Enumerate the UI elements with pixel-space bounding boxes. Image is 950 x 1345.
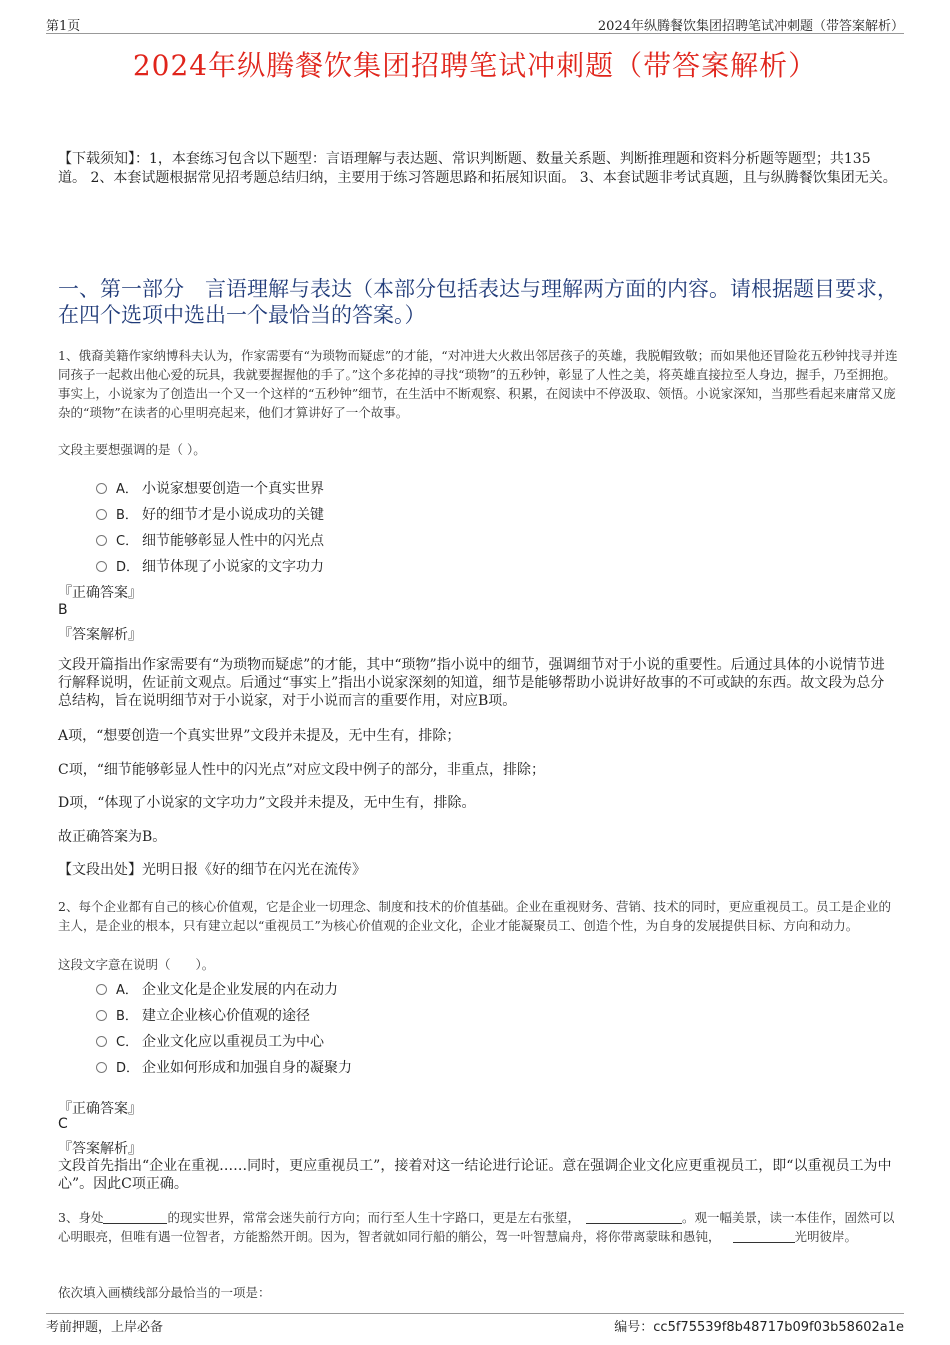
header-doc-title: 2024年纵腾餐饮集团招聘笔试冲刺题（带答案解析）	[597, 19, 904, 34]
download-notice: 【下载须知】：1，本套练习包含以下题型：言语理解与表达题、常识判断题、数量关系题、判断推理题和资料分析题等题型；共135道。 2、本套试题根据常见招考题总结归纳，主要用于练习答题思路和拓展知识面。 3、本套试题非考试真题，且与纵腾餐饮集团无关。	[58, 151, 897, 186]
q2-option-a[interactable]: A． 企业文化是企业发展的内在动力	[96, 979, 338, 999]
page-header	[46, 13, 904, 34]
q2-answer-label: 『正确答案』	[58, 1101, 142, 1117]
q1-source: 【文段出处】光明日报《好的细节在闪光在流传》	[58, 862, 366, 878]
q1-conclusion: 故正确答案为B。	[58, 829, 167, 845]
q3-passage: 3、身处 的现实世界，常常会迷失前行方向；而行至人生十字路口，更是左右张望， 。观一幅美景，读一本佳作，固然可以心明眼亮，但唯有遇一位智者，方能豁然开朗。因为，智者就如同行船的艄公，驾一叶智慧扁舟，将你带离蒙昧和愚钝， 光明彼岸。	[58, 1210, 895, 1244]
q1-analysis: 文段开篇指出作家需要有“为琐物而疑虑”的才能，其中“琐物”指小说中的细节，强调细节对于小说的重要性。后通过具体的小说情节进行解释说明，佐证前文观点。后通过“事实上”指出小说家深刻的知道，细节是能够帮助小说讲好故事的不可或缺的东西。故文段为总分总结构，旨在说明细节对于小说家，对于小说而言的重要作用，对应B项。	[58, 657, 885, 709]
q1-passage: 1、俄裔美籍作家纳博科夫认为，作家需要有“为琐物而疑虑”的才能，“对冲进大火救出邻居孩子的英雄，我脱帽致敬；而如果他还冒险花五秒钟找寻并连同孩子一起救出他心爱的玩具，我就要握握他的手了。”这个多花掉的寻找“琐物”的五秒钟，彰显了人性之美，将英雄直接拉至人身边，握手，乃至拥抱。事实上，小说家为了创造出一个又一个这样的“五秒钟”细节，在生活中不断观察、积累，在阅读中不停汲取、领悟。小说家深知，当那些看起来庸常又庞杂的“琐物”在读者的心里明亮起来，他们才算讲好了一个故事。	[58, 348, 898, 420]
q2-analysis: 文段首先指出“企业在重视……同时，更应重视员工”，接着对这一结论进行论证。意在强调企业文化应更重视员工，即“以重视员工为中心”。因此C项正确。	[58, 1158, 892, 1192]
fill-blank-1[interactable]	[103, 1211, 167, 1224]
q2-option-d[interactable]: D． 企业如何形成和加强自身的凝聚力	[96, 1057, 352, 1077]
fill-blank-2[interactable]	[586, 1211, 682, 1224]
q2-answer: C	[58, 1116, 68, 1132]
q1-option-a[interactable]: A． 小说家想要创造一个真实世界	[96, 478, 324, 498]
radio-icon[interactable]	[96, 483, 107, 494]
page-footer	[46, 1313, 904, 1334]
q1-c-note: C项，“细节能够彰显人性中的闪光点”对应文段中例子的部分，非重点，排除；	[58, 762, 546, 778]
q1-answer: B	[58, 602, 68, 618]
q1-option-b[interactable]: B． 好的细节才是小说成功的关键	[96, 504, 324, 524]
q1-d-note: D项，“体现了小说家的文字功力”文段并未提及，无中生有，排除。	[58, 795, 476, 811]
q3-question: 依次填入画横线部分最恰当的一项是：	[58, 1285, 271, 1300]
q1-a-note: A项，“想要创造一个真实世界”文段并未提及，无中生有，排除；	[58, 728, 461, 744]
q2-analysis-label: 『答案解析』	[58, 1141, 142, 1157]
q1-answer-label: 『正确答案』	[58, 585, 142, 601]
radio-icon[interactable]	[96, 1036, 107, 1047]
section-title: 一、第一部分 言语理解与表达（本部分包括表达与理解两方面的内容。请根据题目要求，在四个选项中选出一个最恰当的答案。）	[58, 277, 898, 327]
q1-option-d[interactable]: D． 细节体现了小说家的文字功力	[96, 556, 324, 576]
radio-icon[interactable]	[96, 1010, 107, 1021]
q2-question: 这段文字意在说明（ ）。	[58, 957, 215, 972]
q2-option-b[interactable]: B． 建立企业核心价值观的途径	[96, 1005, 310, 1025]
page-title: 2024年纵腾餐饮集团招聘笔试冲刺题（带答案解析）	[132, 49, 818, 82]
footer-code: 编号：cc5f75539f8b48717b09f03b58602a1e	[614, 1320, 904, 1335]
footer-slogan: 考前押题，上岸必备	[46, 1320, 164, 1335]
radio-icon[interactable]	[96, 1062, 107, 1073]
radio-icon[interactable]	[96, 984, 107, 995]
radio-icon[interactable]	[96, 509, 107, 520]
q1-analysis-label: 『答案解析』	[58, 627, 142, 643]
fill-blank-3[interactable]	[733, 1230, 795, 1243]
page-number: 第1页	[46, 19, 81, 34]
q2-option-c[interactable]: C． 企业文化应以重视员工为中心	[96, 1031, 324, 1051]
radio-icon[interactable]	[96, 561, 107, 572]
q1-question: 文段主要想强调的是（ ）。	[58, 442, 206, 457]
q1-option-c[interactable]: C． 细节能够彰显人性中的闪光点	[96, 530, 324, 550]
q2-passage: 2、每个企业都有自己的核心价值观，它是企业一切理念、制度和技术的价值基础。企业在重视财务、营销、技术的同时，更应重视员工。员工是企业的主人，是企业的根本，只有建立起以“重视员工”为核心价值观的企业文化，企业才能凝聚员工、创造个性，为自身的发展提供目标、方向和动力。	[58, 899, 891, 933]
radio-icon[interactable]	[96, 535, 107, 546]
